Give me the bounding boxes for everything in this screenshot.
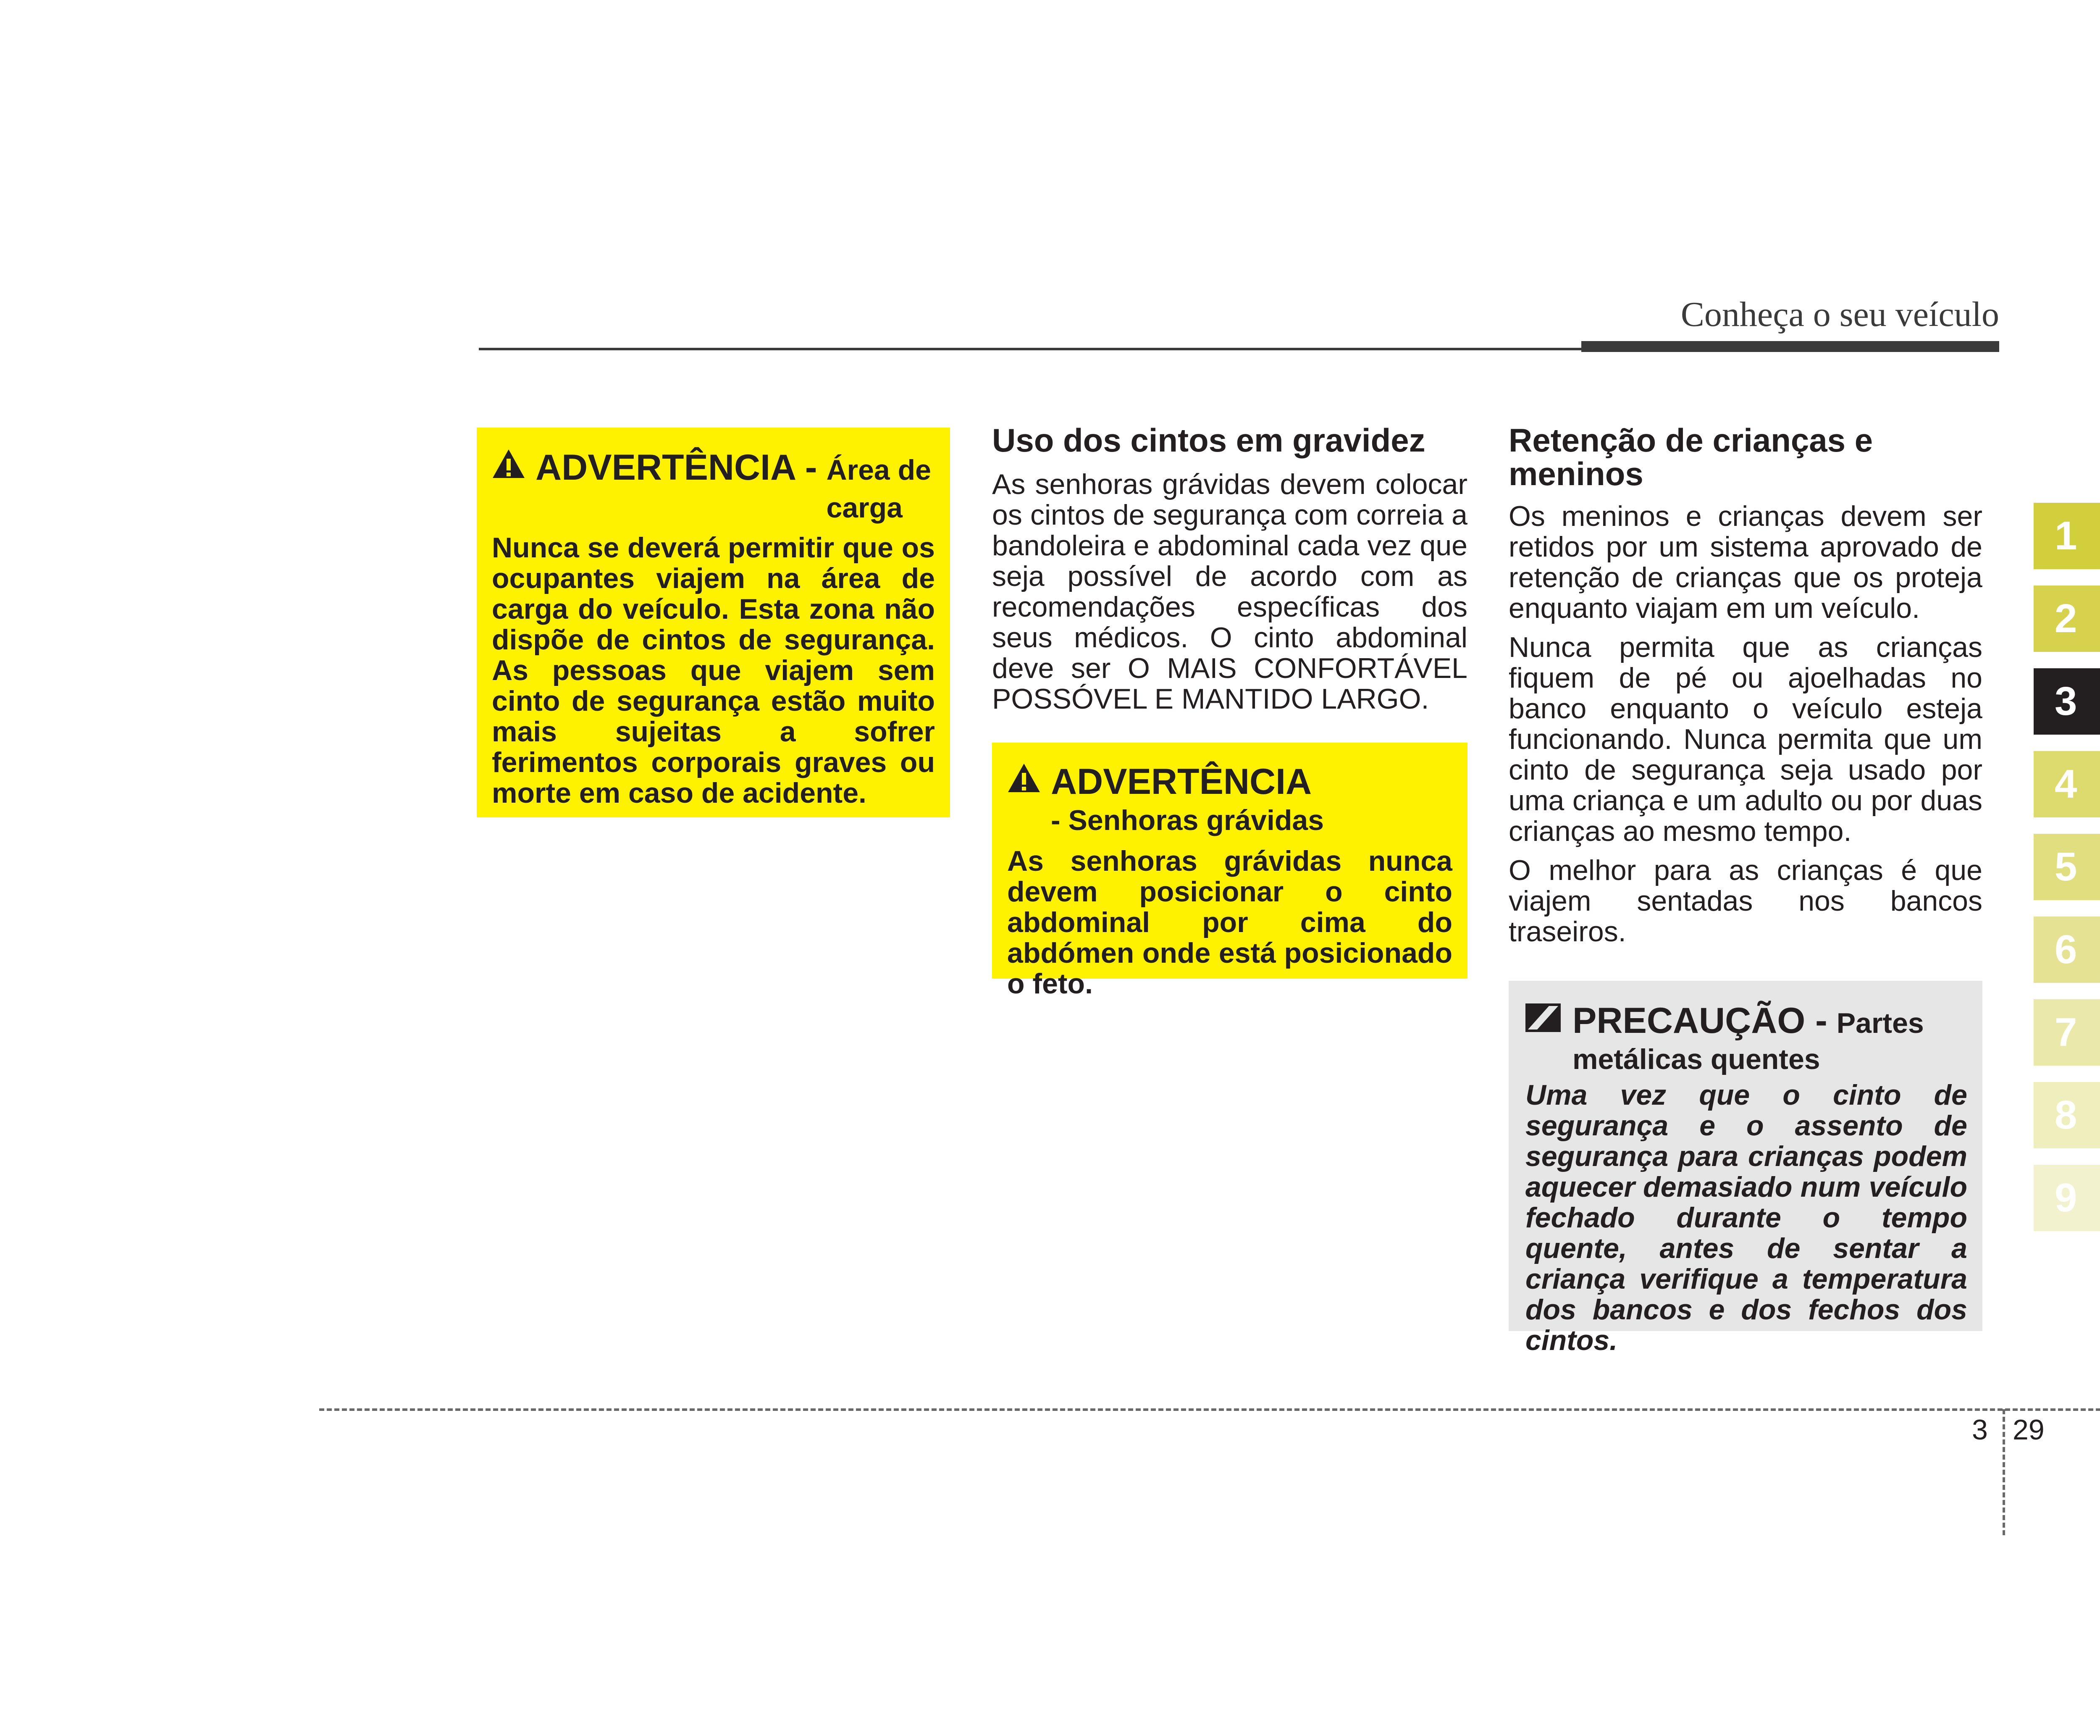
warning-subject: Área de bbox=[826, 454, 931, 486]
chapter-tab-label: 6 bbox=[2055, 927, 2077, 972]
chapter-tab-label: 7 bbox=[2055, 1010, 2077, 1055]
paragraph: Os meninos e crianças devem ser retidos por um sistema aprovado de retenção de crianças que os proteja enquanto viajam em um veículo. bbox=[1509, 500, 1982, 624]
header-rule-accent bbox=[1581, 341, 1999, 352]
paragraph: Nunca permita que as crianças fiquem de pé ou ajoelhadas no banco enquanto o veículo esteja funcionando. Nunca permita que um cinto de segurança seja usado por uma criança e um adulto ou por duas crianças ao mesmo tempo. bbox=[1509, 631, 1982, 847]
caution-subject-line2: metálicas quentes bbox=[1572, 1043, 1820, 1075]
paragraph: O melhor para as crianças é que viajem sentadas nos bancos traseiros. bbox=[1509, 854, 1982, 948]
chapter-tab-9[interactable] bbox=[2034, 1165, 2100, 1231]
running-header: Conheça o seu veículo bbox=[1680, 295, 1999, 334]
chapter-tab-3[interactable] bbox=[2034, 668, 2100, 735]
pregnancy-paragraph: As senhoras grávidas devem colocar os cintos de segurança com correia a bandoleira e abdominal cada vez que seja possível de acordo com as recomendações específicas dos seus médicos. O cinto abdominal deve ser O MAIS CONFORTÁVEL POSSÓVEL E MANTIDO LARGO. bbox=[992, 468, 1467, 715]
caution-label: PRECAUÇÃO - bbox=[1572, 1001, 1827, 1041]
footer-divider bbox=[2003, 1409, 2005, 1535]
chapter-tab-label: 4 bbox=[2055, 762, 2077, 806]
chapter-tab-label: 3 bbox=[2055, 679, 2077, 724]
warning-box-pregnancy bbox=[992, 743, 1467, 1000]
chapter-tab-label: 5 bbox=[2055, 844, 2077, 889]
chapter-tab-label: 1 bbox=[2055, 513, 2077, 558]
warning-subject-line2: carga bbox=[826, 492, 903, 524]
warning-label: ADVERTÊNCIA - bbox=[536, 447, 817, 488]
chapter-tab-7[interactable] bbox=[2034, 999, 2100, 1066]
warning-label: ADVERTÊNCIA bbox=[1051, 762, 1312, 802]
warning-subject: - Senhoras grávidas bbox=[1051, 804, 1324, 836]
chapter-tab-5[interactable] bbox=[2034, 834, 2100, 900]
page-number: 29 bbox=[2013, 1414, 2045, 1446]
footer-rule bbox=[319, 1408, 2100, 1411]
caution-box-hot-metal bbox=[1509, 981, 1982, 1356]
chapter-tab-8[interactable] bbox=[2034, 1082, 2100, 1148]
section-title-line1: Retenção de crianças e bbox=[1509, 422, 1873, 459]
warning-box-cargo bbox=[477, 428, 950, 817]
warning-triangle-icon bbox=[492, 449, 525, 479]
caution-icon bbox=[1525, 1003, 1561, 1032]
chapter-tab-label: 8 bbox=[2055, 1093, 2077, 1137]
child-restraint-text bbox=[1509, 501, 1982, 947]
section-title-pregnancy: Uso dos cintos em gravidez bbox=[992, 422, 1425, 459]
warning-body: As senhoras grávidas nunca devem posicionar o cinto abdominal por cima do abdómen onde está posicionado o feto. bbox=[1007, 845, 1452, 1000]
chapter-tab-6[interactable] bbox=[2034, 917, 2100, 983]
chapter-tab-label: 9 bbox=[2055, 1175, 2077, 1220]
warning-triangle-icon bbox=[1007, 763, 1041, 793]
section-title-child-restraint bbox=[1509, 423, 2000, 491]
section-title-line2: meninos bbox=[1509, 455, 1643, 492]
page-chapter-number: 3 bbox=[1972, 1414, 1988, 1446]
chapter-tab-label: 2 bbox=[2055, 596, 2077, 641]
warning-body: Nunca se deverá permitir que os ocupantes viajem na área de carga do veículo. Esta zona não dispõe de cintos de segurança. As pessoas que viajem sem cinto de segurança estão muito mais sujeitas a sofrer ferimentos corporais graves ou morte em caso de acidente. bbox=[492, 532, 935, 809]
chapter-tab-2[interactable] bbox=[2034, 586, 2100, 652]
caution-body: Uma vez que o cinto de segurança e o assento de segurança para crianças podem aquecer demasiado num veículo fechado durante o tempo quente, antes de sentar a criança verifique a temperatura dos bancos e dos fechos dos cintos. bbox=[1525, 1079, 1967, 1356]
chapter-tab-1[interactable] bbox=[2034, 503, 2100, 569]
chapter-tab-4[interactable] bbox=[2034, 751, 2100, 817]
caution-subject: Partes bbox=[1836, 1007, 1924, 1039]
